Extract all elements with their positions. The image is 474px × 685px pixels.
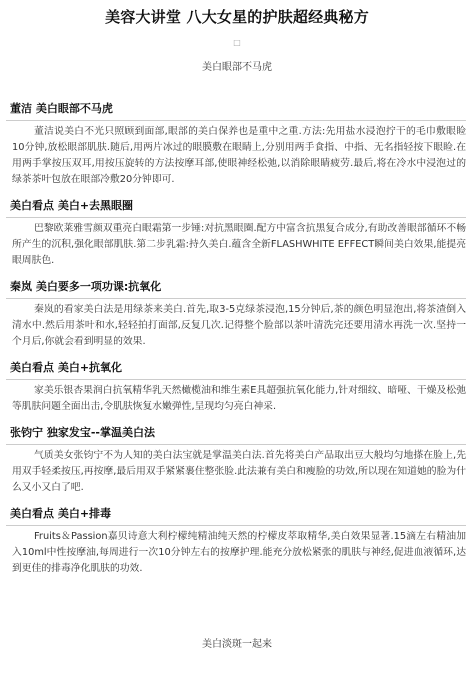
section-heading: 张钧宁 独家发宝--掌温美白法 <box>6 422 466 445</box>
section-paragraph: 家美乐银杏果润白抗氧精华乳天然橄榄油和维生素E具超强抗氧化能力,针对细纹、暗哑、干燥及松弛等肌肤问题全面出击,令肌肤恢复水嫩弹性,呈现均匀亮白神采. <box>12 385 466 412</box>
section-heading: 美白看点 美白+去黑眼圈 <box>6 195 466 218</box>
section-heading: 秦岚 美白要多一项功课:抗氧化 <box>6 276 466 299</box>
section-paragraph: 秦岚的看家美白法是用绿茶来美白.首先,取3-5克绿茶浸泡,15分钟后,茶的颜色明显泡出,将茶渣倒入清水中.然后用茶叶和水,轻轻拍打面部,反复几次.记得整个脸部以茶叶清洗完还要用清水再洗一次.坚持一个月后,你就会看到明显的效果. <box>12 304 466 347</box>
section-paragraph: Fruits＆Passion嘉贝诗意大利柠檬纯精油纯天然的柠檬皮萃取精华,美白效果显著.15滴左右精油加入10ml中性按摩油,每周进行一次10分钟左右的按摩护理.能充分放松紧张的肌肤与神经,促进血液循环,达到更佳的排毒净化肌肤的功效. <box>12 531 466 574</box>
section-paragraph: 董洁说美白不光只照顾到面部,眼部的美白保养也是重中之重.方法:先用盐水浸泡拧干的毛巾敷眼睑10分钟,放松眼部肌肤.随后,用两片冰过的眼膜敷在眼睛上,分别用两手食指、中指、无名指轻按下眼睑.在用两手掌按压双耳,用按压旋转的方法按摩耳部,使眼神经松弛,以消除眼睛疲劳.最后,将在冷水中浸泡过的绿茶茶叶包放在眼部冷敷20分钟即可. <box>12 126 466 185</box>
section-heading: 董洁 美白眼部不马虎 <box>6 98 466 121</box>
section-paragraph: 气质美女张钧宁不为人知的美白法宝就是掌温美白法.首先将美白产品取出豆大般均匀地搽在脸上,先用双手轻柔按压,再按摩,最后用双手紧紧裹住整张脸.此法兼有美白和瘦脸的功效,所以现在知道她的脸为什么又小又白了吧. <box>12 450 466 493</box>
section-heading: 美白看点 美白+排毒 <box>6 503 466 526</box>
separator-glyph: □ <box>233 38 241 47</box>
section-heading: 美白看点 美白+抗氧化 <box>6 357 466 380</box>
page-subtitle: 美白眼部不马虎 <box>202 62 272 73</box>
article-body <box>6 98 466 580</box>
footer-link-text: 美白淡斑一起来 <box>202 639 272 650</box>
page-title: 美容大讲堂 八大女星的护肤超经典秘方 <box>105 8 369 26</box>
section-paragraph: 巴黎欧莱雅雪颜双重亮白眼霜第一步锤:对抗黑眼圈.配方中富含抗黑复合成分,有助改善眼部循环不畅所产生的沉积,强化眼部肌肤.第二步乳霜:持久美白.蕴含全新FLASHWHITE EFFECT瞬间美白效果,能提亮眼周肤色. <box>12 223 466 266</box>
